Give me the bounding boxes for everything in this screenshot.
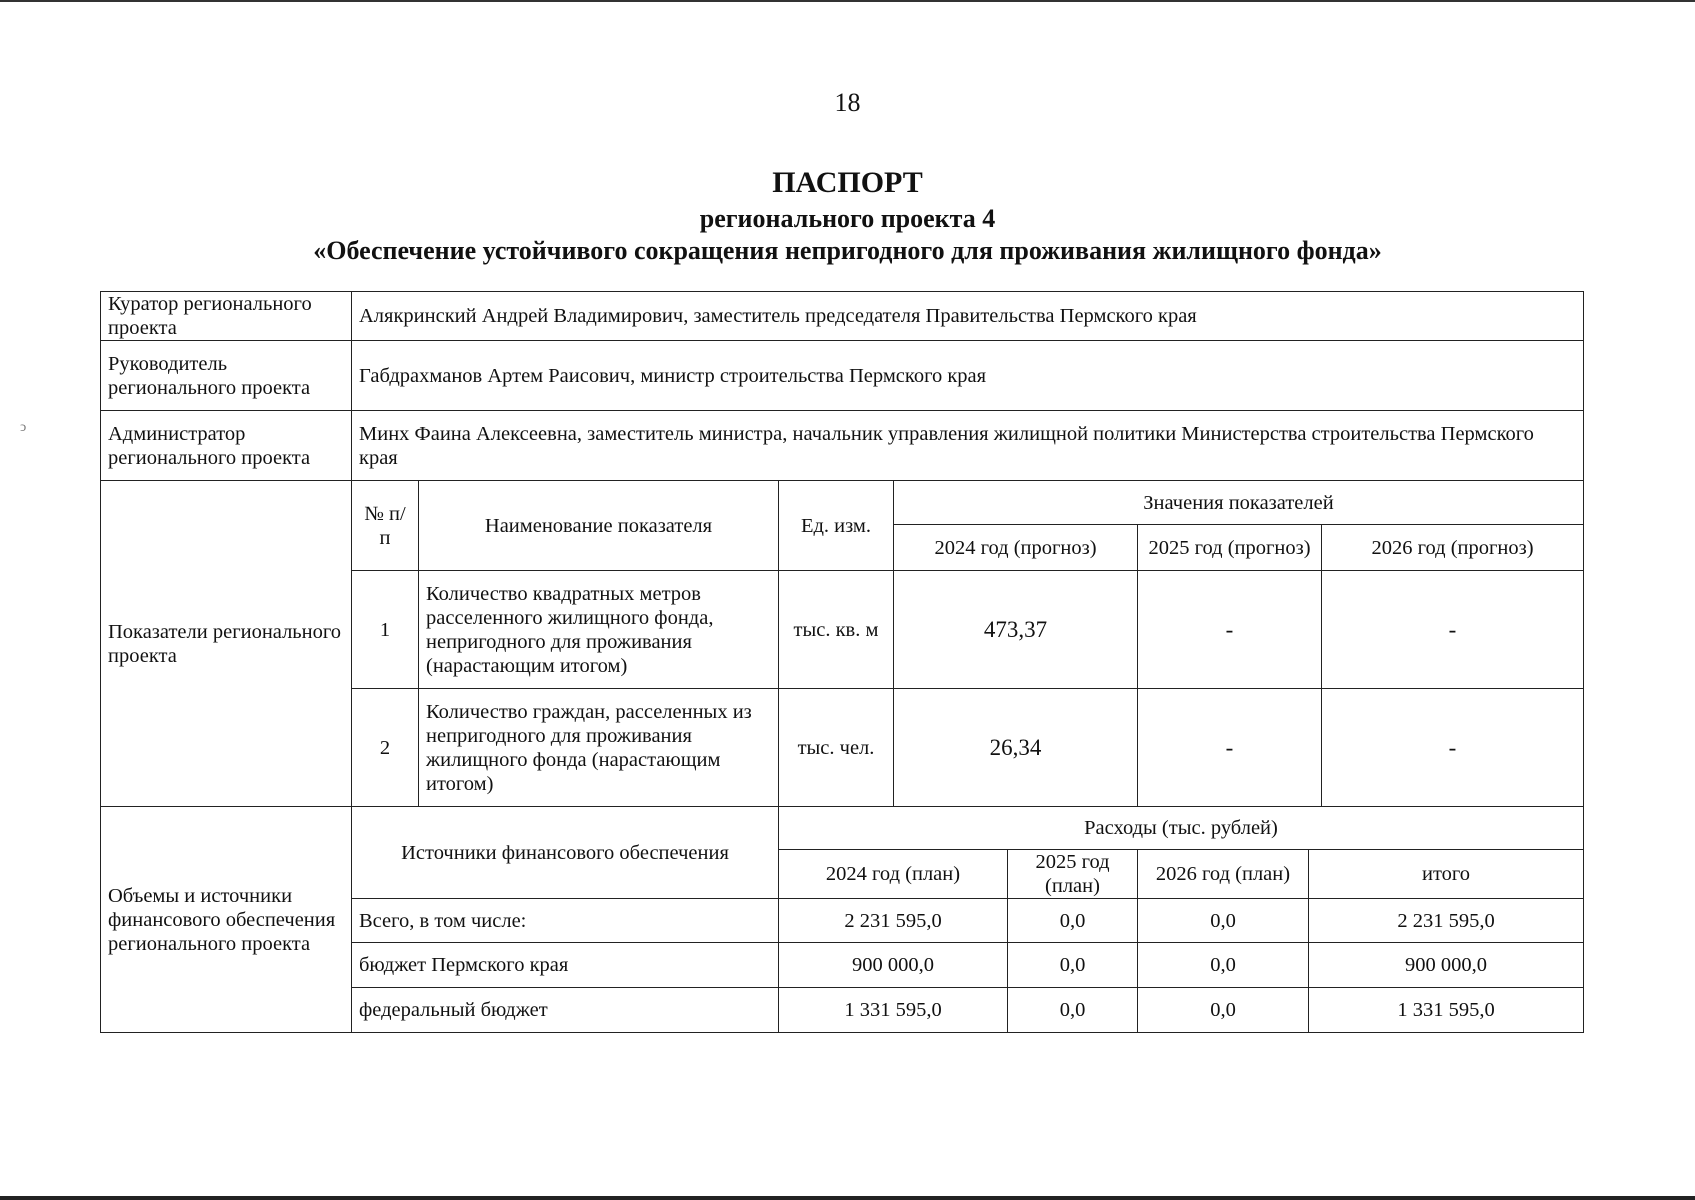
finance-value-2026: 0,0 [1138,988,1309,1033]
document-title-block [0,165,1695,265]
indicator-name: Количество квадратных метров расселенного жилищного фонда, непригодного для проживания (нарастающим итогом) [419,571,779,689]
document-title: ПАСПОРТ [772,166,923,199]
finance-value-2024: 2 231 595,0 [779,899,1008,943]
admin-label: Администратор регионального проекта [101,411,352,481]
scan-edge-top [0,0,1695,2]
finance-value-2025: 0,0 [1008,988,1138,1033]
finance-value-2024: 1 331 595,0 [779,988,1008,1033]
finance-value-2026: 0,0 [1138,943,1309,988]
indicators-col-values: Значения показателей [894,481,1584,525]
indicators-year-2025: 2025 год (прогноз) [1138,525,1322,571]
finance-col-expenses: Расходы (тыс. рублей) [779,807,1584,850]
admin-value: Минх Фаина Алексеевна, заместитель министра, начальник управления жилищной политики Министерства строительства Пермского края [352,411,1584,481]
indicators-year-2026: 2026 год (прогноз) [1322,525,1584,571]
finance-value-total: 1 331 595,0 [1309,988,1584,1033]
finance-year-2024: 2024 год (план) [779,850,1008,899]
indicators-col-num: № п/п [352,481,419,571]
indicator-value-2024: 26,34 [894,689,1138,807]
document-subtitle-line1: регионального проекта 4 [699,204,996,233]
admin-row [101,411,1584,481]
scan-mark: ↄ [20,420,27,435]
indicators-header-row [101,481,1584,525]
finance-value-total: 900 000,0 [1309,943,1584,988]
finance-value-total: 2 231 595,0 [1309,899,1584,943]
indicators-label: Показатели регионального проекта [101,481,352,807]
indicator-value-2024: 473,37 [894,571,1138,689]
curator-label: Куратор регионального проекта [101,292,352,341]
finance-value-2024: 900 000,0 [779,943,1008,988]
indicator-value-2025: - [1138,689,1322,807]
head-row [101,341,1584,411]
passport-table [100,291,1584,1033]
finance-year-2026: 2026 год (план) [1138,850,1309,899]
indicator-value-2026: - [1322,689,1584,807]
finance-source: бюджет Пермского края [352,943,779,988]
head-label: Руководитель регионального проекта [101,341,352,411]
indicator-num: 2 [352,689,419,807]
scan-edge-bottom [0,1196,1695,1200]
finance-source: федеральный бюджет [352,988,779,1033]
finance-header-row [101,807,1584,850]
indicators-col-name: Наименование показателя [419,481,779,571]
head-value: Габдрахманов Артем Раисович, министр строительства Пермского края [352,341,1584,411]
indicator-value-2026: - [1322,571,1584,689]
finance-label: Объемы и источники финансового обеспечения регионального проекта [101,807,352,1033]
finance-year-2025: 2025 год (план) [1008,850,1138,899]
curator-row [101,292,1584,341]
finance-value-2026: 0,0 [1138,899,1309,943]
indicator-unit: тыс. кв. м [779,571,894,689]
finance-source: Всего, в том числе: [352,899,779,943]
document-subtitle-line2: «Обеспечение устойчивого сокращения непригодного для проживания жилищного фонда» [313,236,1382,265]
indicator-value-2025: - [1138,571,1322,689]
finance-value-2025: 0,0 [1008,899,1138,943]
finance-col-sources: Источники финансового обеспечения [352,807,779,899]
indicator-unit: тыс. чел. [779,689,894,807]
indicators-year-2024: 2024 год (прогноз) [894,525,1138,571]
indicator-num: 1 [352,571,419,689]
curator-value: Алякринский Андрей Владимирович, заместитель председателя Правительства Пермского края [352,292,1584,341]
page-number: 18 [834,88,861,117]
finance-value-2025: 0,0 [1008,943,1138,988]
indicator-name: Количество граждан, расселенных из непригодного для проживания жилищного фонда (нарастающим итогом) [419,689,779,807]
finance-total-header: итого [1309,850,1584,899]
indicators-col-unit: Ед. изм. [779,481,894,571]
